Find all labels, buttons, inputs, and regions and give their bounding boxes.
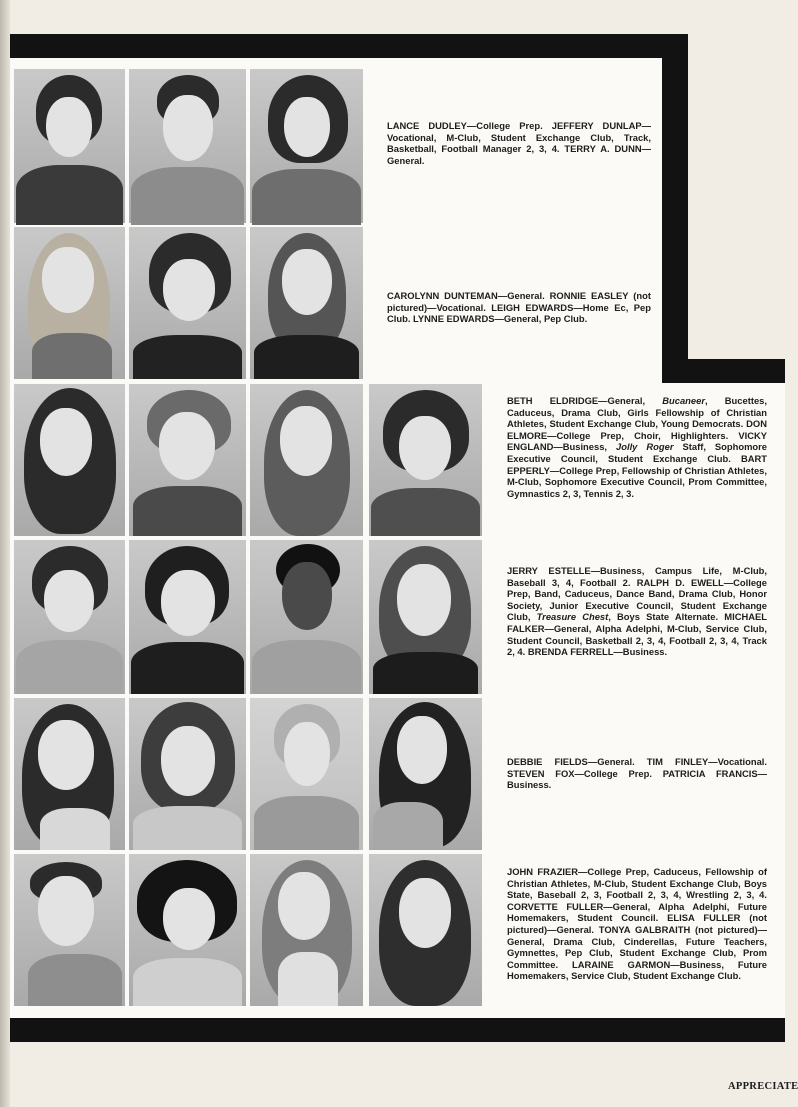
portrait-photo	[14, 384, 125, 536]
student-caption-row-5: DEBBIE FIELDS—General. TIM FINLEY—Vocational. STEVEN FOX—College Prep. PATRICIA FRANCIS—Business.	[507, 756, 767, 791]
student-caption-row-2: CAROLYNN DUNTEMAN—General. RONNIE EASLEY (not pictured)—Vocational. LEIGH EDWARDS—Home Ec, Pep Club. LYNNE EDWARDS—General, Pep Club.	[387, 290, 651, 325]
right-black-bar-upper	[662, 34, 688, 384]
portrait-photo	[250, 384, 363, 536]
top-black-bar	[10, 34, 688, 58]
portrait-photo	[250, 540, 363, 694]
portrait-photo	[14, 227, 125, 379]
portrait-photo	[250, 227, 363, 379]
portrait-photo	[250, 698, 363, 850]
portrait-photo	[369, 698, 482, 850]
portrait-photo	[129, 69, 246, 223]
student-caption-row-4: JERRY ESTELLE—Business, Campus Life, M-Club, Baseball 3, 4, Football 2. RALPH D. EWELL—College Prep, Band, Caduceus, Dance Band, Drama Club, Honor Society, Junior Executive Council, Student Exchange Club, Treasure Chest, Boys State Alternate. MICHAEL FALKER—General, Alpha Adelphi, M-Club, Service Club, Student Council, Basketball 2, 3, 4, Football 2, 3, 4, Track 2, 4. BRENDA FERRELL—Business.	[507, 565, 767, 658]
portrait-photo	[250, 854, 363, 1006]
portrait-photo	[369, 540, 482, 694]
portrait-photo	[129, 854, 246, 1006]
right-black-bar-step	[662, 359, 785, 383]
portrait-photo	[129, 698, 246, 850]
portrait-photo	[369, 854, 482, 1006]
portrait-photo	[14, 69, 125, 223]
portrait-photo	[129, 384, 246, 536]
portrait-photo	[129, 540, 246, 694]
page-footer-text: APPRECIATE	[728, 1081, 798, 1092]
student-caption-row-1: LANCE DUDLEY—College Prep. JEFFERY DUNLAP—Vocational, M-Club, Student Exchange Club, Track, Basketball, Football Manager 2, 3, 4. TERRY A. DUNN—General.	[387, 120, 651, 166]
portrait-photo	[14, 698, 125, 850]
student-caption-row-3: BETH ELDRIDGE—General, Bucaneer, Bucettes, Caduceus, Drama Club, Girls Fellowship of Christian Athletes, Student Exchange Club, Young Democrats. DON ELMORE—College Prep, Choir, Highlighters. VICKY ENGLAND—Business, Jolly Roger Staff, Sophomore Executive Council, Student Exchange Club. BART EPPERLY—College Prep, Fellowship of Christian Athletes, M-Club, Sophomore Executive Council, Prom Committee, Gymnastics 2, 3, Tennis 2, 3.	[507, 395, 768, 499]
portrait-photo	[14, 854, 125, 1006]
portrait-photo	[129, 227, 246, 379]
bottom-black-bar	[10, 1018, 785, 1042]
portrait-photo	[250, 69, 363, 223]
student-caption-row-6: JOHN FRAZIER—College Prep, Caduceus, Fellowship of Christian Athletes, M-Club, Student Exchange Club, Boys State, Baseball 2, 3, Football 2, 3, 4, Wrestling 2, 3, 4. CORVETTE FULLER—General, Alpha Adelphi, Future Homemakers, Student Council. ELISA FULLER (not pictured)—General. TONYA GALBRAITH (not pictured)—General, Drama Club, Cinderellas, Future Teachers, Gymnettes, Pep Club, Student Exchange Club, Prom Committee. LARAINE GARMON—Business, Future Homemakers, Service Club, Student Exchange Club.	[507, 866, 767, 982]
portrait-photo	[369, 384, 482, 536]
page-binding-edge	[0, 0, 10, 1107]
portrait-photo	[14, 540, 125, 694]
